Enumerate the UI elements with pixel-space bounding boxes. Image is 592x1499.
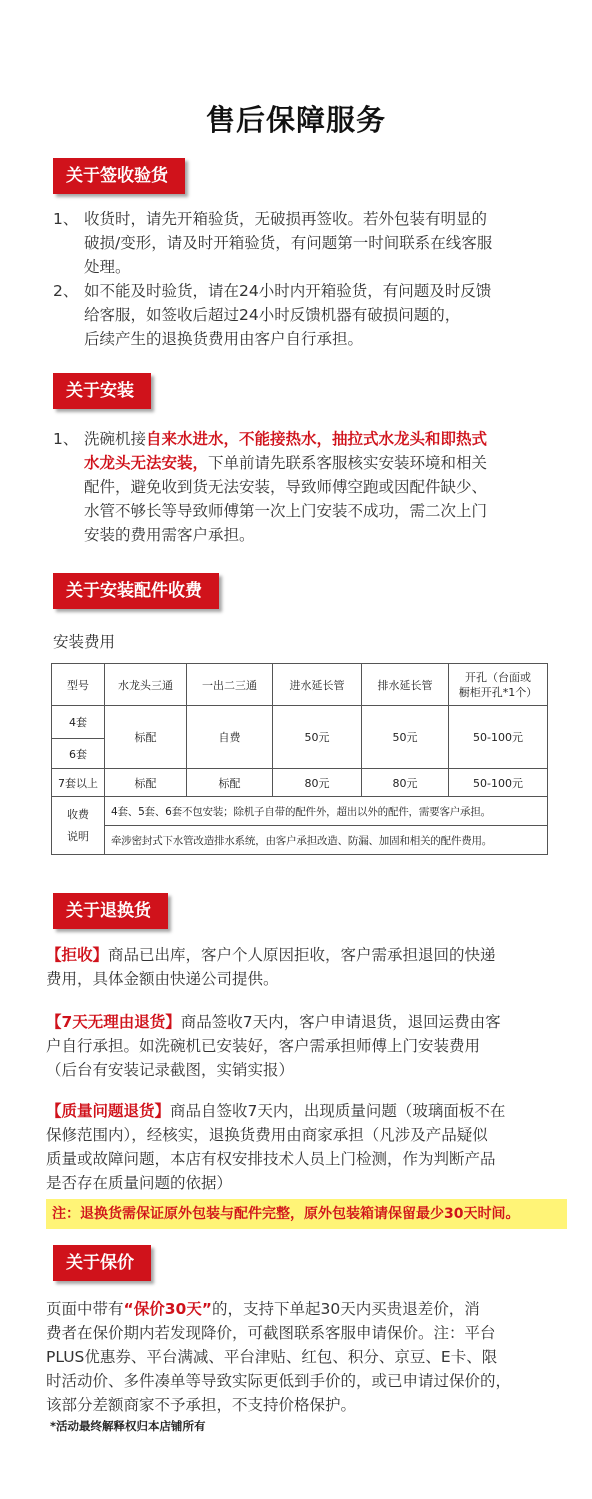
- list-text-line: 后续产生的退换货费用由客户自行承担。: [84, 330, 364, 348]
- sign-list: [53, 207, 573, 351]
- table-cell: 50元: [273, 706, 362, 769]
- table-cell: 标配: [105, 769, 187, 797]
- list-text-line: 水管不够长等导致师傅第一次上门安装不成功，需二次上门: [84, 502, 488, 520]
- table-header-cell: 进水延长管: [273, 664, 362, 706]
- table-cell: 80元: [362, 769, 449, 797]
- return-quality: 【质量问题退货】商品自签收7天内，出现质量问题（玻璃面板不在 保修范围内），经核实，退换货费用由商家承担（凡涉及产品疑似 质量或故障问题，本店有权安排技术人员上门检测，作为判断产品 是否存在质量问题的依据）: [46, 1102, 506, 1192]
- list-text-line: 如不能及时验货，请在24小时内开箱验货，有问题及时反馈: [84, 282, 492, 300]
- return-reject: 【拒收】商品已出库，客户个人原因拒收，客户需承担退回的快递 费用，具体金额由快递公司提供。: [46, 946, 496, 988]
- table-header-cell: 开孔（台面或 橱柜开孔*1个）: [449, 664, 548, 706]
- section-heading-install: 关于安装: [53, 373, 151, 409]
- return-tag: 【7天无理由退货】: [46, 1013, 181, 1031]
- fee-note: 4套、5套、6套不包安装；除机子自带的配件外，超出以外的配件，需要客户承担。: [105, 797, 548, 826]
- page-title: 售后保障服务: [205, 103, 386, 137]
- table-cell: 标配: [105, 706, 187, 769]
- list-item: [53, 427, 573, 547]
- list-text-line: 处理。: [84, 258, 131, 276]
- list-item: [53, 207, 573, 279]
- table-cell: 标配: [187, 769, 273, 797]
- section-heading-fee: 关于安装配件收费: [53, 573, 219, 609]
- return-seven-day: 【7天无理由退货】商品签收7天内，客户申请退货，退回运费由客 户自行承担。如洗碗机已安装好，客户需承担师傅上门安装费用 （后台有安装记录截图，实销实报）: [46, 1013, 501, 1079]
- section-heading-return: 关于退换货: [53, 893, 168, 929]
- install-warning-text: 水龙头无法安装，: [84, 454, 209, 472]
- table-row: [52, 797, 548, 826]
- table-cell: 7套以上: [52, 769, 105, 797]
- list-text-line: 配件，避免收到货无法安装，导致师傅空跑或因配件缺少、: [84, 478, 488, 496]
- list-text-line: 破损/变形，请及时开箱验货，有问题第一时间联系在线客服: [84, 234, 493, 252]
- price-protection-text: 页面中带有“保价30天”的，支持下单起30天内买贵退差价，消 费者在保价期内若发现降价，可截图联系客服申请保价。注：平台 PLUS优惠券、平台满减、平台津贴、红包、积分、京豆、E卡、限 时活动价、多件凑单等导致实际更低到手价的，或已申请过保价的， 该部分差额商家不予承担，不支持价格保护。: [46, 1300, 512, 1414]
- table-cell: 4套: [52, 706, 105, 739]
- table-cell: 50-100元: [449, 706, 548, 769]
- install-text: 下单前请先联系客服核实安装环境和相关: [208, 454, 488, 472]
- table-row: [52, 769, 548, 797]
- footnote: *活动最终解释权归本店铺所有: [50, 1419, 206, 1433]
- table-header-cell: 型号: [52, 664, 105, 706]
- table-cell: 自费: [187, 706, 273, 769]
- table-cell: 50-100元: [449, 769, 548, 797]
- table-cell: 收费 说明: [52, 797, 105, 855]
- table-row: [52, 706, 548, 739]
- table-cell: 50元: [362, 706, 449, 769]
- fee-subtitle: 安装费用: [53, 633, 116, 651]
- list-number: 1、: [53, 210, 79, 228]
- return-tag: 【质量问题退货】: [46, 1102, 171, 1120]
- fee-note: 牵涉密封式下水管改造排水系统，由客户承担改造、防漏、加固和相关的配件费用。: [105, 826, 548, 855]
- table-header-row: [52, 664, 548, 706]
- table-cell: 80元: [273, 769, 362, 797]
- section-heading-price: 关于保价: [53, 1245, 151, 1281]
- list-item: [53, 279, 573, 351]
- table-cell: 6套: [52, 739, 105, 769]
- list-text-line: 收货时，请先开箱验货，无破损再签收。若外包装有明显的: [84, 210, 488, 228]
- return-notice: 注：退换货需保证原外包装与配件完整，原外包装箱请保留最少30天时间。: [46, 1199, 567, 1229]
- return-tag: 【拒收】: [46, 946, 109, 964]
- install-warning-text: 自来水进水，不能接热水，抽拉式水龙头和即热式: [146, 430, 488, 448]
- list-number: 1、: [53, 430, 79, 448]
- install-text: 洗碗机接: [84, 430, 147, 448]
- table-header-cell: 排水延长管: [362, 664, 449, 706]
- table-header-cell: 一出二三通: [187, 664, 273, 706]
- table-row: [52, 826, 548, 855]
- section-heading-sign: 关于签收验货: [53, 158, 185, 194]
- table-header-cell: 水龙头三通: [105, 664, 187, 706]
- list-number: 2、: [53, 282, 79, 300]
- price-highlight: “保价30天”: [123, 1300, 212, 1318]
- fee-table: [51, 663, 548, 855]
- list-text-line: 安装的费用需客户承担。: [84, 526, 255, 544]
- list-text-line: 给客服，如签收后超过24小时反馈机器有破损问题的，: [84, 306, 461, 324]
- install-list: [53, 427, 573, 547]
